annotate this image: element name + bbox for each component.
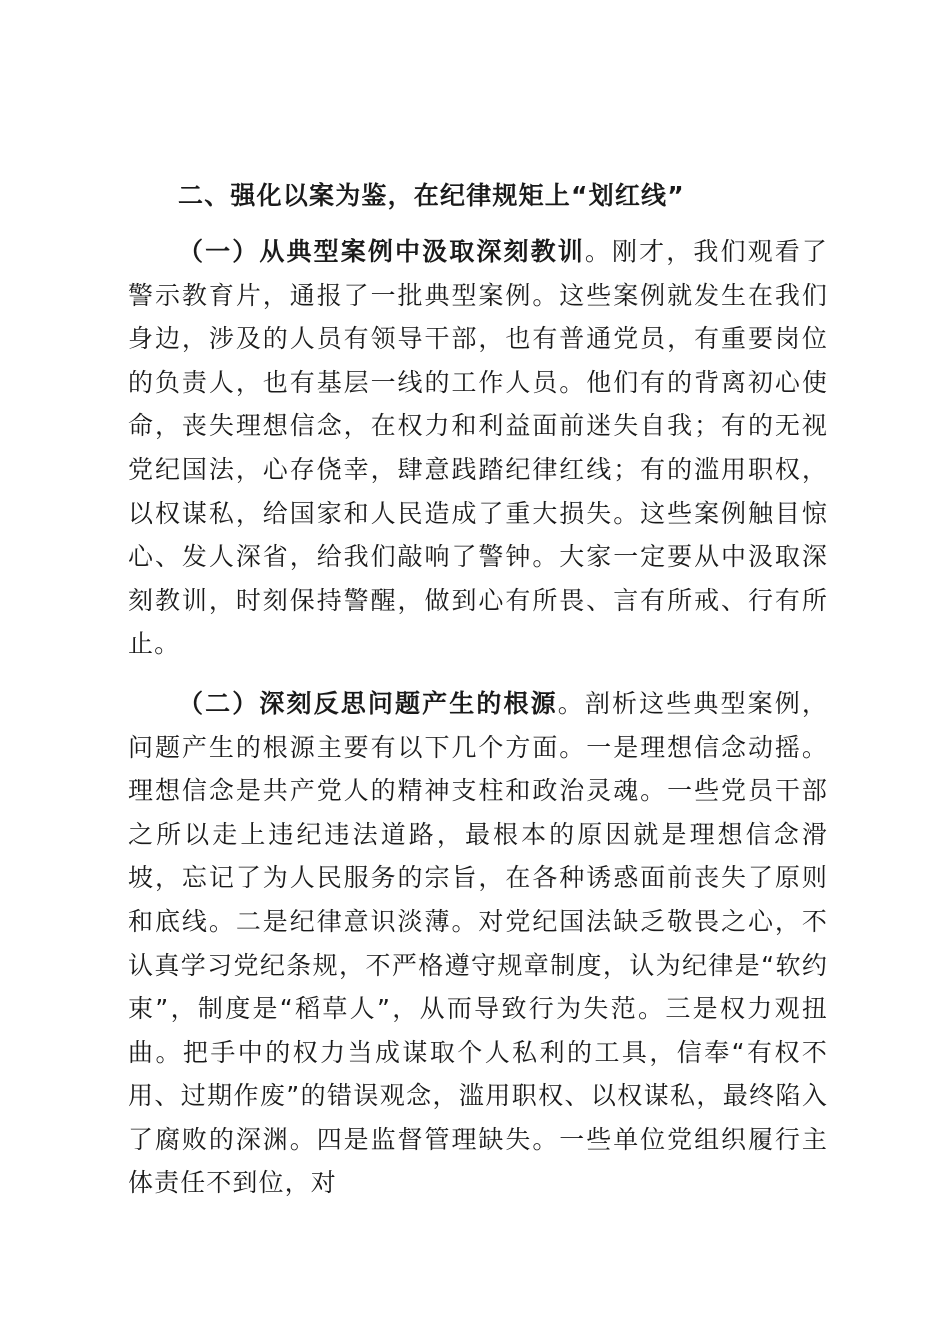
document-body xyxy=(128,176,828,1221)
paragraph-1 xyxy=(128,230,828,666)
paragraph-2-body: 。剖析这些典型案例，问题产生的根源主要有以下几个方面。一是理想信念动摇。理想信念是共产党人的精神支柱和政治灵魂。一些党员干部之所以走上违纪违法道路，最根本的原因就是理想信念滑坡，忘记了为人民服务的宗旨，在各种诱惑面前丧失了原则和底线。二是纪律意识淡薄。对党纪国法缺乏敬畏之心，不认真学习党纪条规，不严格遵守规章制度，认为纪律是“软约束”，制度是“稻草人”，从而导致行为失范。三是权力观扭曲。把手中的权力当成谋取个人私利的工具，信奉“有权不用、过期作废”的错误观念，滥用职权、以权谋私，最终陷入了腐败的深渊。四是监督管理缺失。一些单位党组织履行主体责任不到位，对 xyxy=(128,688,828,1198)
paragraph-1-lead: （一）从典型案例中汲取深刻教训 xyxy=(178,237,585,266)
paragraph-2 xyxy=(128,682,828,1205)
paragraph-2-lead: （二）深刻反思问题产生的根源 xyxy=(178,688,558,718)
section-heading: 二、强化以案为鉴，在纪律规矩上“划红线” xyxy=(178,181,685,210)
paragraph-1-body: 。刚才，我们观看了警示教育片，通报了一批典型案例。这些案例就发生在我们身边，涉及的人员有领导干部，也有普通党员，有重要岗位的负责人，也有基层一线的工作人员。他们有的背离初心使命，丧失理想信念，在权力和利益面前迷失自我；有的无视党纪国法，心存侥幸，肆意践踏纪律红线；有的滥用职权，以权谋私，给国家和人民造成了重大损失。这些案例触目惊心、发人深省，给我们敲响了警钟。大家一定要从中汲取深刻教训，时刻保持警醒，做到心有所畏、言有所戒、行有所止。 xyxy=(128,237,828,659)
